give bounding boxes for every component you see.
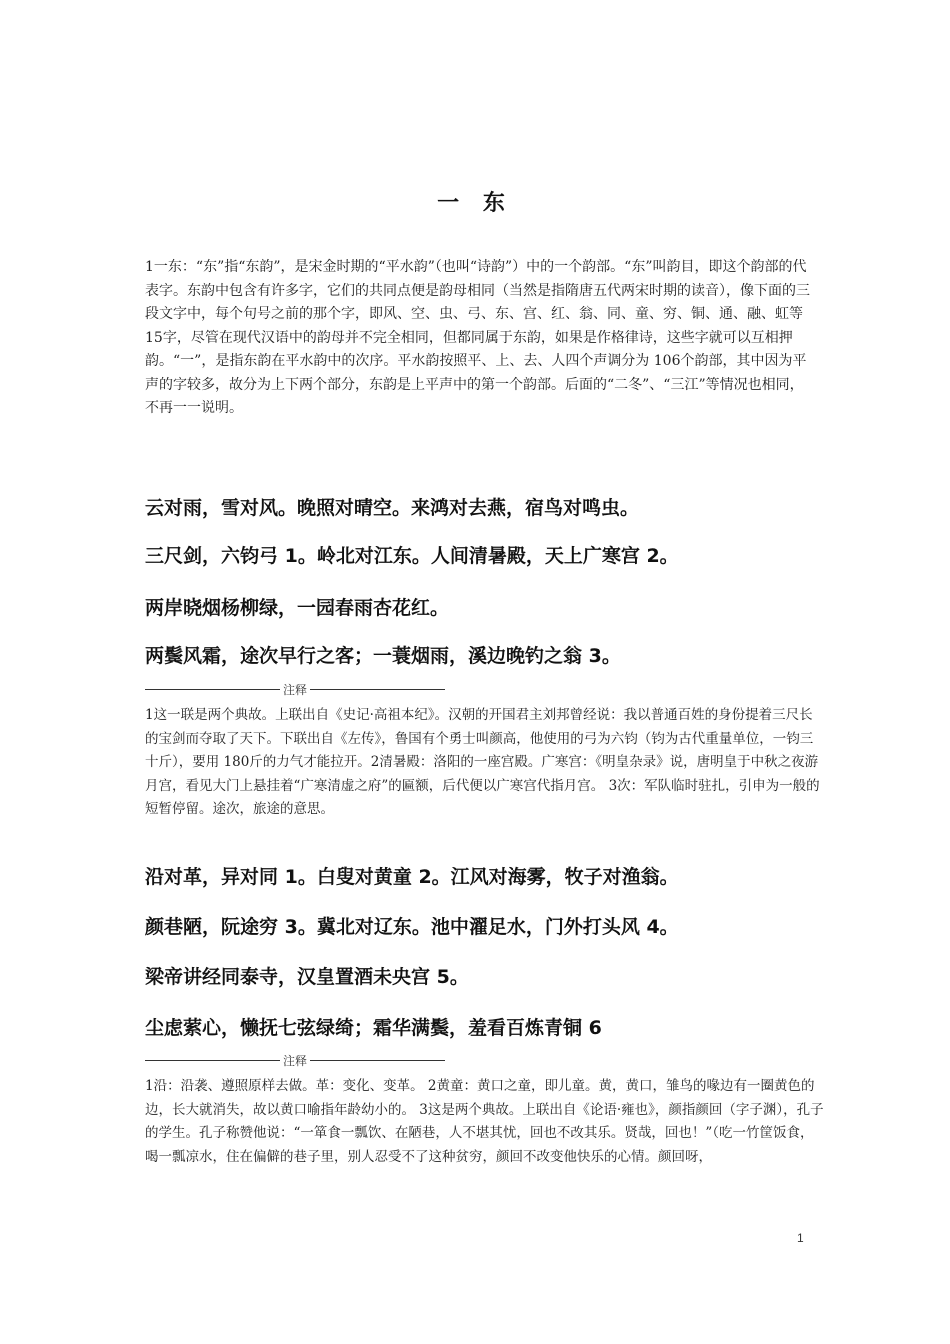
page-number: 1 bbox=[797, 1231, 804, 1245]
notes-divider bbox=[145, 1052, 445, 1068]
page-title: 一 东 bbox=[437, 191, 513, 216]
notes-label: 注释 bbox=[283, 1053, 308, 1068]
intro-paragraph: 1一东：“东”指“东韵”，是宋金时期的“平水韵”（也叫“诗韵”）中的一个韵部。“东”叫韵目，即这个韵部的代表字。东韵中包含有许多字，它们的共同点便是韵母相同（当然是指隋唐五代两宋时期的读音），像下面的三段文字中，每个句号之前的那个字，即风、空、虫、弓、东、宫、红、翁、同、童、穷、铜、通、融、虹等 15字，尽管在现代汉语中的韵母并不完全相同，但都同属于东韵，如果是作格律诗，这些字就可以互相押韵。“一”，是指东韵在平水韵中的次序。平水韵按照平、上、去、人四个声调分为 106个韵部，其中因为平声的字较多，故分为上下两个部分，东韵是上平声中的第一个韵部。后面的“二冬”、“三江”等情况也相同，不再一一说明。 bbox=[145, 259, 810, 416]
divider-line bbox=[310, 1060, 445, 1061]
verse-line: 颜巷陋，阮途穷 3。冀北对辽东。池中濯足水，门外打头风 4。 bbox=[145, 916, 679, 938]
verse-line: 沿对革，异对同 1。白叟对黄童 2。江风对海雾，牧子对渔翁。 bbox=[145, 866, 679, 888]
divider-line bbox=[145, 1060, 280, 1061]
verse-line: 两鬓风霜，途次早行之客；一蓑烟雨，溪边晚钓之翁 3。 bbox=[145, 645, 621, 667]
notes-paragraph: 1这一联是两个典故。上联出自《史记·高祖本纪》。汉朝的开国君主刘邦曾经说：我以普通百姓的身份提着三尺长的宝剑而夺取了天下。下联出自《左传》，鲁国有个勇士叫颜高，他使用的弓为六钧（钧为古代重量单位，一钧三十斤），要用 180斤的力气才能拉开。2清暑殿：洛阳的一座宫殿。广寒宫：《明皇杂录》说，唐明皇于中秋之夜游月宫，看见大门上悬挂着“广寒清虚之府”的匾额，后代便以广寒宫代指月宫。 3次：军队临时驻扎，引申为一般的短暂停留。途次，旅途的意思。 bbox=[145, 707, 820, 817]
notes-divider bbox=[145, 681, 445, 697]
verse-line: 两岸晓烟杨柳绿，一园春雨杏花红。 bbox=[145, 597, 450, 619]
verse-line: 云对雨，雪对风。晚照对晴空。来鸿对去燕，宿鸟对鸣虫。 bbox=[145, 497, 640, 519]
divider-line bbox=[145, 689, 280, 690]
verse-line: 尘虑萦心，懒抚七弦绿绮；霜华满鬓，羞看百炼青铜 6 bbox=[145, 1017, 602, 1039]
verse-line: 梁帝讲经同泰寺，汉皇置酒未央宫 5。 bbox=[145, 966, 469, 988]
notes-paragraph: 1沿：沿袭、遵照原样去做。革：变化、变革。 2黄童：黄口之童，即儿童。黄，黄口，雏鸟的喙边有一圈黄色的边，长大就消失，故以黄口喻指年龄幼小的。 3这是两个典故。上联出自《论语·雍也》，颜指颜回（字子渊），孔子的学生。孔子称赞他说：“一箪食一瓢饮、在陋巷，人不堪其忧，回也不改其乐。贤哉，回也！”（吃一竹筐饭食，喝一瓢凉水，住在偏僻的巷子里，别人忍受不了这种贫穷，颜回不改变他快乐的心情。颜回呀， bbox=[145, 1078, 824, 1165]
verse-line: 三尺剑，六钧弓 1。岭北对江东。人间清暑殿，天上广寒宫 2。 bbox=[145, 545, 679, 567]
divider-line bbox=[310, 689, 445, 690]
notes-label: 注释 bbox=[283, 682, 308, 697]
